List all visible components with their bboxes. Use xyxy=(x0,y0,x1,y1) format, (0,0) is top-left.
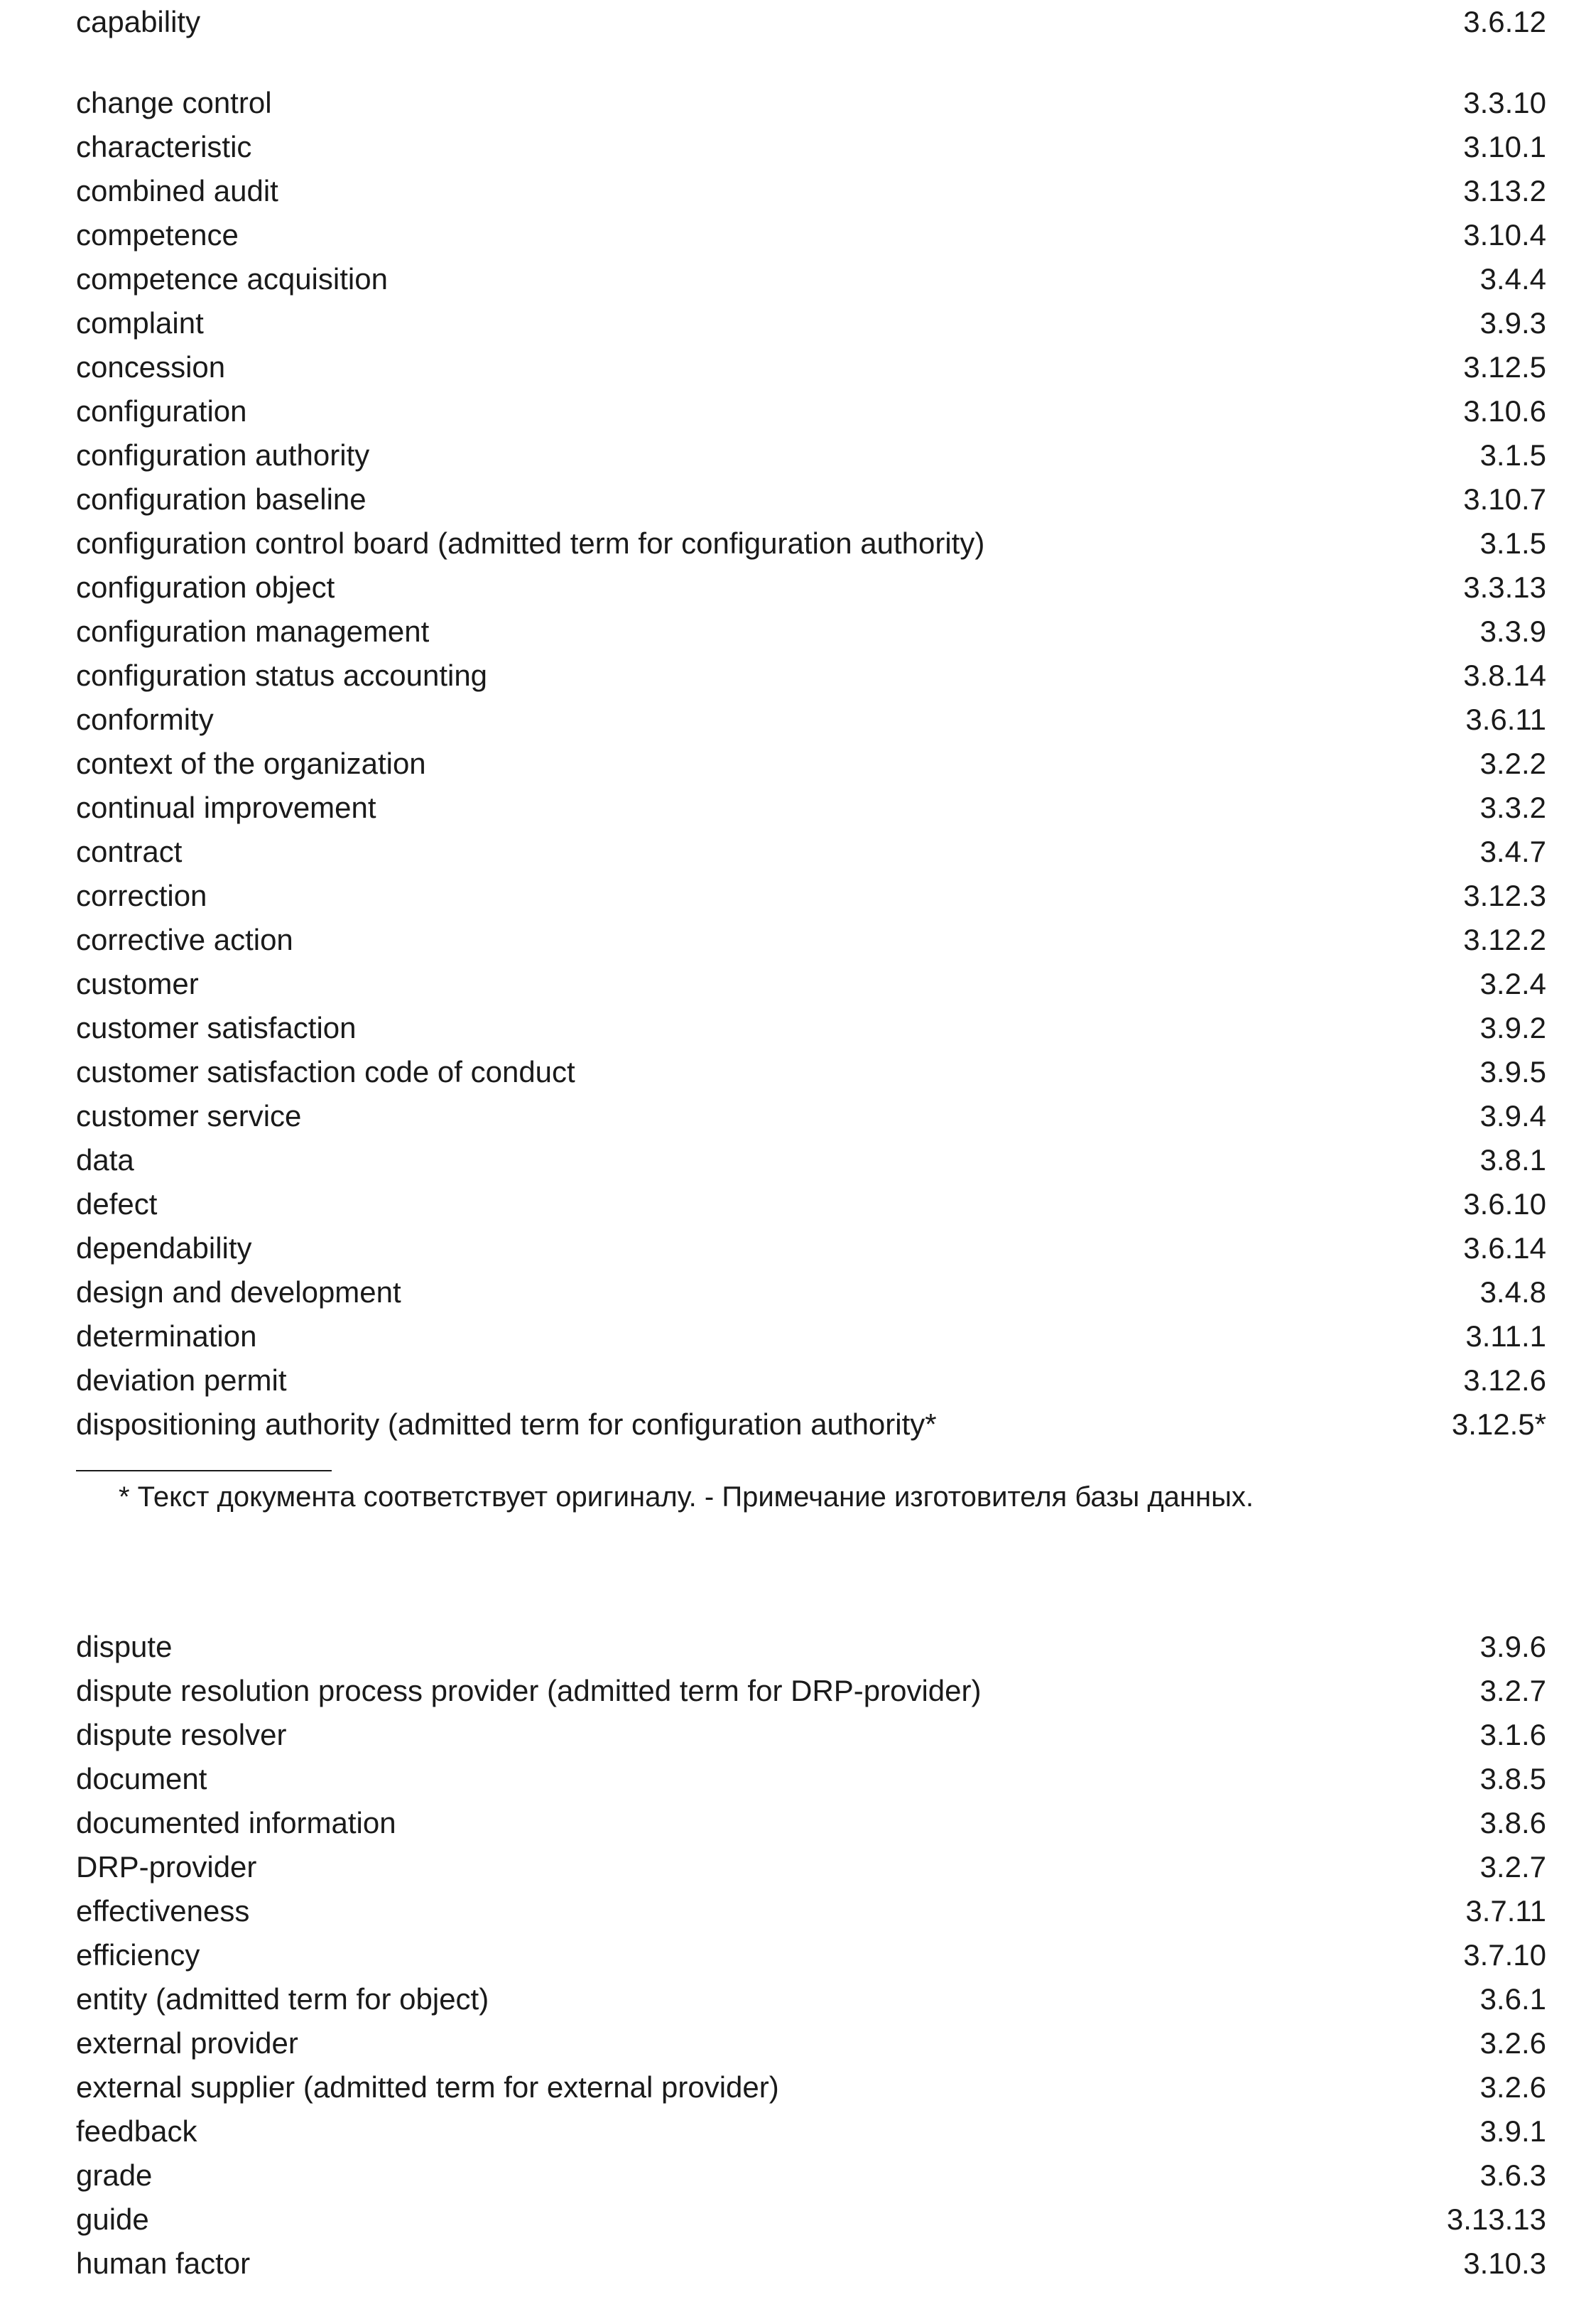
footnote: * Текст документа соответствует оригиналу. - Примечание изготовителя базы данных. xyxy=(119,1481,1254,1513)
index-reference: 3.6.11 xyxy=(1465,703,1546,736)
index-reference: 3.10.3 xyxy=(1463,2247,1546,2280)
index-reference: 3.10.1 xyxy=(1463,130,1546,163)
index-entry xyxy=(76,742,1546,786)
index-entry xyxy=(76,1226,1546,1270)
index-reference: 3.9.2 xyxy=(1479,1011,1546,1044)
index-term: characteristic xyxy=(76,130,252,163)
index-reference: 3.12.3 xyxy=(1463,879,1546,912)
index-reference: 3.4.8 xyxy=(1479,1275,1546,1309)
index-entry xyxy=(76,962,1546,1006)
index-reference: 3.1.5 xyxy=(1479,526,1546,560)
index-term: defect xyxy=(76,1187,158,1221)
index-reference: 3.2.2 xyxy=(1479,747,1546,780)
index-term: conformity xyxy=(76,703,214,736)
index-reference: 3.6.1 xyxy=(1479,1982,1546,2016)
index-term: configuration authority xyxy=(76,438,370,472)
index-term: external provider xyxy=(76,2026,298,2060)
index-reference: 3.2.4 xyxy=(1479,967,1546,1000)
index-reference: 3.3.9 xyxy=(1479,615,1546,648)
index-reference: 3.12.6 xyxy=(1463,1363,1546,1397)
index-term: capability xyxy=(76,5,201,38)
index-term: design and development xyxy=(76,1275,401,1309)
index-term: change control xyxy=(76,86,272,119)
index-term: configuration control board (admitted term for configuration authority) xyxy=(76,526,985,560)
index-entry xyxy=(76,125,1546,169)
index-term: customer xyxy=(76,967,199,1000)
index-reference: 3.1.5 xyxy=(1479,438,1546,472)
index-entry xyxy=(76,1625,1546,1669)
index-reference: 3.8.5 xyxy=(1479,1762,1546,1795)
index-term: dispute resolver xyxy=(76,1718,287,1751)
index-term: feedback xyxy=(76,2114,197,2148)
index-entry xyxy=(76,1845,1546,1889)
index-entry xyxy=(76,654,1546,698)
index-reference: 3.9.6 xyxy=(1479,1630,1546,1663)
index-term: customer satisfaction xyxy=(76,1011,357,1044)
index-entry xyxy=(76,2021,1546,2065)
index-reference: 3.4.4 xyxy=(1479,262,1546,296)
index-term: documented information xyxy=(76,1806,396,1839)
index-entry xyxy=(76,2153,1546,2198)
index-reference: 3.12.2 xyxy=(1463,923,1546,956)
index-term: concession xyxy=(76,350,226,384)
index-entry xyxy=(76,1270,1546,1314)
index-reference: 3.12.5 xyxy=(1463,350,1546,384)
index-entry xyxy=(76,0,1546,44)
index-term: grade xyxy=(76,2158,153,2192)
index-reference: 3.6.12 xyxy=(1463,5,1546,38)
index-term: DRP-provider xyxy=(76,1850,257,1883)
index-entry xyxy=(76,477,1546,521)
index-entry xyxy=(76,1757,1546,1801)
index-reference: 3.2.6 xyxy=(1479,2070,1546,2104)
index-reference: 3.3.13 xyxy=(1463,571,1546,604)
index-reference: 3.9.5 xyxy=(1479,1055,1546,1088)
index-term: contract xyxy=(76,835,183,868)
index-reference: 3.10.6 xyxy=(1463,394,1546,428)
index-entry xyxy=(76,918,1546,962)
index-term: dispute resolution process provider (admitted term for DRP-provider) xyxy=(76,1674,982,1707)
index-term: determination xyxy=(76,1319,257,1353)
term-index-list-main xyxy=(76,81,1546,1447)
index-term: configuration management xyxy=(76,615,430,648)
index-entry xyxy=(76,433,1546,477)
index-entry xyxy=(76,610,1546,654)
index-entry xyxy=(76,1358,1546,1402)
index-entry xyxy=(76,345,1546,389)
index-term: dependability xyxy=(76,1231,252,1265)
index-term: human factor xyxy=(76,2247,251,2280)
index-term: context of the organization xyxy=(76,747,426,780)
index-entry xyxy=(76,1006,1546,1050)
index-entry xyxy=(76,566,1546,610)
index-term: configuration status accounting xyxy=(76,659,488,692)
index-term: guide xyxy=(76,2203,149,2236)
index-reference: 3.9.3 xyxy=(1479,306,1546,340)
index-term: efficiency xyxy=(76,1938,200,1972)
index-entry xyxy=(76,1669,1546,1713)
index-reference: 3.9.1 xyxy=(1479,2114,1546,2148)
index-term: configuration baseline xyxy=(76,482,366,516)
index-term: customer service xyxy=(76,1099,302,1133)
index-reference: 3.8.6 xyxy=(1479,1806,1546,1839)
index-term: entity (admitted term for object) xyxy=(76,1982,489,2016)
index-reference: 3.13.13 xyxy=(1446,2203,1546,2236)
index-reference: 3.3.2 xyxy=(1479,791,1546,824)
index-term: external supplier (admitted term for external provider) xyxy=(76,2070,779,2104)
index-reference: 3.6.14 xyxy=(1463,1231,1546,1265)
index-reference: 3.9.4 xyxy=(1479,1099,1546,1133)
index-reference: 3.2.7 xyxy=(1479,1850,1546,1883)
index-reference: 3.2.7 xyxy=(1479,1674,1546,1707)
index-term: deviation permit xyxy=(76,1363,287,1397)
index-term: dispute xyxy=(76,1630,173,1663)
index-entry xyxy=(76,1182,1546,1226)
index-term: dispositioning authority (admitted term for configuration authority* xyxy=(76,1407,937,1441)
index-entry xyxy=(76,1977,1546,2021)
index-term: effectiveness xyxy=(76,1894,250,1928)
index-term: data xyxy=(76,1143,134,1177)
index-reference: 3.7.10 xyxy=(1463,1938,1546,1972)
index-term: complaint xyxy=(76,306,204,340)
index-term: combined audit xyxy=(76,174,278,207)
index-reference: 3.8.14 xyxy=(1463,659,1546,692)
index-entry xyxy=(76,1138,1546,1182)
term-index-list-continued xyxy=(76,1625,1546,2286)
index-entry xyxy=(76,874,1546,918)
index-entry xyxy=(76,1050,1546,1094)
index-reference: 3.10.4 xyxy=(1463,218,1546,252)
index-entry xyxy=(76,389,1546,433)
index-reference: 3.2.6 xyxy=(1479,2026,1546,2060)
index-entry xyxy=(76,2242,1546,2286)
index-entry xyxy=(76,1801,1546,1845)
index-entry xyxy=(76,1933,1546,1977)
index-term: customer satisfaction code of conduct xyxy=(76,1055,575,1088)
index-entry xyxy=(76,1314,1546,1358)
index-entry xyxy=(76,257,1546,301)
index-reference: 3.10.7 xyxy=(1463,482,1546,516)
index-entry xyxy=(76,786,1546,830)
term-index-list-top xyxy=(76,0,1546,44)
index-entry xyxy=(76,2065,1546,2109)
index-entry xyxy=(76,2198,1546,2242)
index-term: continual improvement xyxy=(76,791,376,824)
index-reference: 3.13.2 xyxy=(1463,174,1546,207)
index-entry xyxy=(76,1713,1546,1757)
index-entry xyxy=(76,521,1546,566)
index-reference: 3.4.7 xyxy=(1479,835,1546,868)
index-entry xyxy=(76,213,1546,257)
index-entry xyxy=(76,1094,1546,1138)
index-entry xyxy=(76,81,1546,125)
footnote-separator xyxy=(76,1470,332,1471)
index-entry xyxy=(76,1889,1546,1933)
index-entry xyxy=(76,1402,1546,1447)
index-term: document xyxy=(76,1762,207,1795)
index-reference: 3.1.6 xyxy=(1479,1718,1546,1751)
index-entry xyxy=(76,301,1546,345)
index-term: correction xyxy=(76,879,207,912)
index-reference: 3.11.1 xyxy=(1465,1319,1546,1353)
index-reference: 3.12.5* xyxy=(1451,1407,1546,1441)
index-reference: 3.3.10 xyxy=(1463,86,1546,119)
index-reference: 3.7.11 xyxy=(1465,1894,1546,1928)
index-term: competence acquisition xyxy=(76,262,388,296)
index-entry xyxy=(76,698,1546,742)
index-entry xyxy=(76,169,1546,213)
index-term: configuration xyxy=(76,394,247,428)
index-reference: 3.6.3 xyxy=(1479,2158,1546,2192)
index-reference: 3.6.10 xyxy=(1463,1187,1546,1221)
index-term: configuration object xyxy=(76,571,335,604)
index-entry xyxy=(76,830,1546,874)
index-term: competence xyxy=(76,218,239,252)
index-reference: 3.8.1 xyxy=(1479,1143,1546,1177)
index-term: corrective action xyxy=(76,923,293,956)
index-entry xyxy=(76,2109,1546,2153)
